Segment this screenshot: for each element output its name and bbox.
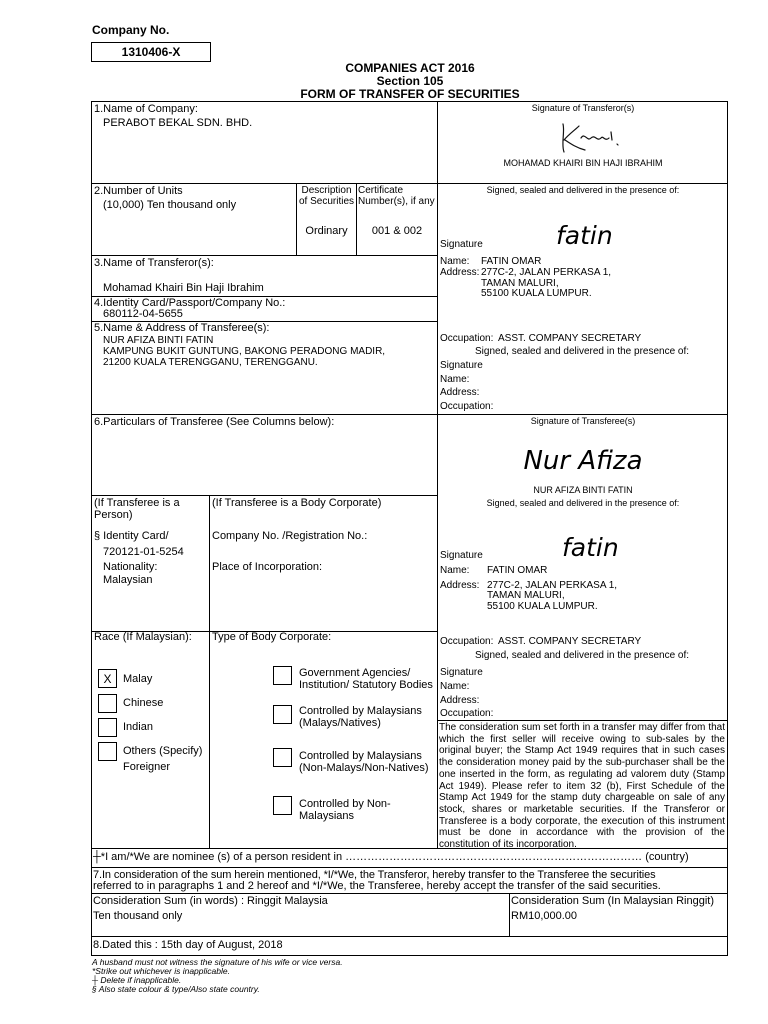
type-non-malaysians-checkbox[interactable] [273, 796, 292, 815]
notice-line: The consideration sum set forth in a transfer may differ from that [439, 722, 725, 733]
notice-line: must be done in accordance with the provision of the [439, 827, 725, 839]
transferor-signature-label: Signature of Transferor(s) [531, 103, 635, 113]
units-value: (10,000) Ten thousand only [103, 199, 237, 211]
witness4-name-label: Name: [440, 681, 470, 692]
identity-card-value: 680112-04-5655 [103, 308, 183, 320]
witness3-name: FATIN OMAR [487, 565, 548, 576]
type-malays-line1: Controlled by Malaysians [299, 705, 422, 717]
witness3-address-3: 55100 KUALA LUMPUR. [487, 601, 598, 612]
footnote: A husband must not witness the signature of his wife or vice versa. [92, 957, 343, 967]
notice-line: Act 1949). Please refer to item 32 (b), First Schedule of the [439, 780, 725, 792]
race-chinese-checkbox[interactable] [98, 694, 117, 713]
type-non-malays-line2: (Non-Malays/Non-Natives) [299, 762, 429, 774]
race-indian-label: Indian [123, 721, 153, 733]
type-non-malaysians-line1: Controlled by Non- [299, 798, 391, 810]
dated-line: 8.Dated this : 15th day of August, 2018 [93, 939, 283, 951]
witness1-address-label: Address: [440, 267, 480, 278]
witness3-signature-label: Signature [440, 550, 483, 561]
race-indian-checkbox[interactable] [98, 718, 117, 737]
witness2-signature-label: Signature [440, 360, 483, 371]
company-no-label: Company No. [92, 23, 170, 37]
person-heading-1: (If Transferee is a [94, 497, 180, 509]
notice-line: which the first seller will receive owing to sub-sales by the [439, 733, 725, 745]
witness3-occupation-label: Occupation: [440, 636, 494, 647]
witness3-occupation: ASST. COMPANY SECRETARY [498, 636, 642, 647]
type-non-malaysians-line2: Malaysians [299, 810, 355, 822]
race-others-value: Foreigner [123, 761, 171, 773]
description-label-2: of Securities [298, 196, 355, 207]
witness4-signature-label: Signature [440, 667, 483, 678]
consideration-words-value: Ten thousand only [93, 910, 183, 922]
transferor-name-label: 3.Name of Transferor(s): [94, 257, 214, 269]
witness1-occupation: ASST. COMPANY SECRETARY [498, 333, 642, 344]
witness1-signature-label: Signature [440, 239, 483, 250]
type-government-line2: Institution/ Statutory Bodies [299, 679, 433, 691]
witness3-address-1: 277C-2, JALAN PERKASA 1, [487, 580, 618, 591]
witness2-address-label: Address: [440, 387, 480, 398]
witness1-heading: Signed, sealed and delivered in the presence of: [486, 185, 680, 195]
witness3-address-label: Address: [440, 580, 480, 591]
form-title: FORM OF TRANSFER OF SECURITIES [300, 87, 520, 101]
particulars-label: 6.Particulars of Transferee (See Columns below): [94, 416, 335, 428]
transferor-name-value: Mohamad Khairi Bin Haji Ibrahim [103, 282, 264, 294]
footnote: ┼ Delete if inapplicable. [92, 975, 182, 985]
witness1-address-2: TAMAN MALURI, [481, 278, 559, 289]
type-non-malays-line1: Controlled by Malaysians [299, 750, 422, 762]
witness4-occupation-label: Occupation: [440, 708, 494, 719]
person-ic-value: 720121-01-5254 [103, 546, 184, 558]
race-label: Race (If Malaysian): [94, 631, 192, 643]
company-name-value: PERABOT BEKAL SDN. BHD. [103, 117, 253, 129]
transferee-label: 5.Name & Address of Transferee(s): [94, 322, 270, 334]
clause7-line2: referred to in paragraphs 1 and 2 hereof and *I/*We, the Transferee, hereby accept the transfer of the said securities. [93, 880, 661, 892]
transferee-name: NUR AFIZA BINTI FATIN [103, 335, 214, 346]
body-corporate-heading: (If Transferee is a Body Corporate) [212, 497, 382, 509]
nationality-value: Malaysian [103, 574, 153, 586]
certificate-label-2: Number(s), if any [358, 196, 435, 207]
stamp-duty-notice [439, 722, 725, 851]
section-title: Section 105 [376, 74, 444, 88]
transferee-address-1: KAMPUNG BUKIT GUNTUNG, BAKONG PERADONG MADIR, [103, 346, 386, 357]
notice-line: constitution of its incorporation. [439, 839, 577, 851]
witness2-occupation-label: Occupation: [440, 401, 494, 412]
company-no-value: 1310406-X [121, 45, 181, 59]
company-no-box [91, 42, 211, 62]
witness4-address-label: Address: [440, 695, 480, 706]
transferee-signature: Nur Afiza [523, 446, 643, 476]
body-corporate-company-no-label: Company No. /Registration No.: [212, 530, 368, 542]
witness1-name-label: Name: [440, 256, 470, 267]
witness3-address-2: TAMAN MALURI, [487, 590, 565, 601]
witness2-heading: Signed, sealed and delivered in the presence of: [475, 346, 690, 357]
certificate-value: 001 & 002 [371, 225, 423, 237]
witness1-signature: fatin [556, 221, 613, 250]
witness2-name-label: Name: [440, 374, 470, 385]
witness3-heading: Signed, sealed and delivered in the presence of: [486, 498, 680, 508]
race-others-label: Others (Specify) [123, 745, 203, 757]
type-government-line1: Government Agencies/ [299, 667, 411, 679]
transferor-signature-image [555, 118, 625, 158]
identity-card-label: 4.Identity Card/Passport/Company No.: [94, 297, 286, 309]
witness1-name: FATIN OMAR [481, 256, 542, 267]
notice-line: the consideration money paid by the sub-purchaser shall be the [439, 757, 725, 769]
nominee-statement: ┼*I am/*We are nominee (s) of a person resident in ……………………………………………………………………… (country) [93, 851, 689, 863]
race-chinese-label: Chinese [123, 697, 164, 709]
witness4-heading: Signed, sealed and delivered in the presence of: [475, 650, 690, 661]
witness1-occupation-label: Occupation: [440, 333, 494, 344]
person-heading-2: Person) [94, 509, 133, 521]
transferor-signature-name: MOHAMAD KHAIRI BIN HAJI IBRAHIM [503, 158, 663, 168]
type-non-malays-checkbox[interactable] [273, 748, 292, 767]
witness3-name-label: Name: [440, 565, 470, 576]
footnote: § Also state colour & type/Also state country. [92, 984, 260, 994]
race-others-checkbox[interactable] [98, 742, 117, 761]
notice-line: original buyer; the Stamp Act 1949 requires that in such cases [439, 745, 725, 757]
transferee-signature-name: NUR AFIZA BINTI FATIN [533, 485, 633, 495]
clause7-line1: 7.In consideration of the sum herein mentioned, *I/*We, the Transferor, hereby transfer to the Transferee the securities [93, 869, 656, 881]
description-value: Ordinary [305, 225, 348, 237]
consideration-amount-value: RM10,000.00 [511, 910, 578, 922]
act-title: COMPANIES ACT 2016 [345, 61, 475, 75]
transferee-signature-label: Signature of Transferee(s) [530, 416, 636, 426]
type-malays-line2: (Malays/Natives) [299, 717, 381, 729]
witness1-address-1: 277C-2, JALAN PERKASA 1, [481, 267, 612, 278]
consideration-amount-label: Consideration Sum (In Malaysian Ringgit) [511, 895, 714, 907]
person-ic-label: § Identity Card/ [94, 530, 169, 542]
type-government-checkbox[interactable] [273, 666, 292, 685]
notice-line: stock, shares or marketable securities. If the Transferor or [439, 803, 725, 815]
race-malay-mark: X [103, 672, 112, 686]
consideration-words-label: Consideration Sum (in words) : Ringgit Malaysia [93, 895, 328, 907]
race-malay-checkbox[interactable] [98, 669, 117, 688]
incorporation-label: Place of Incorporation: [212, 561, 323, 573]
witness1-address-3: 55100 KUALA LUMPUR. [481, 288, 592, 299]
notice-line: Stamp Act 1949 for the stamp duty chargeable on sale of any [439, 792, 725, 804]
witness3-signature: fatin [562, 533, 619, 562]
type-malays-checkbox[interactable] [273, 705, 292, 724]
notice-line: Transferee is a body corporate, the execution of this instrument [439, 815, 725, 827]
notice-line: one inserted in the form, as regulating ad valorem duty (Stamp [439, 768, 725, 780]
nationality-label: Nationality: [103, 561, 158, 573]
footnote: *Strike out whichever is inapplicable. [92, 966, 230, 976]
race-malay-label: Malay [123, 673, 153, 685]
description-label-1: Description [301, 185, 352, 196]
units-label: 2.Number of Units [94, 185, 183, 197]
transferee-address-2: 21200 KUALA TERENGGANU, TERENGGANU. [103, 357, 318, 368]
certificate-label-1: Certificate [358, 185, 404, 196]
company-name-label: 1.Name of Company: [94, 103, 198, 115]
body-corporate-type-label: Type of Body Corporate: [212, 631, 332, 643]
